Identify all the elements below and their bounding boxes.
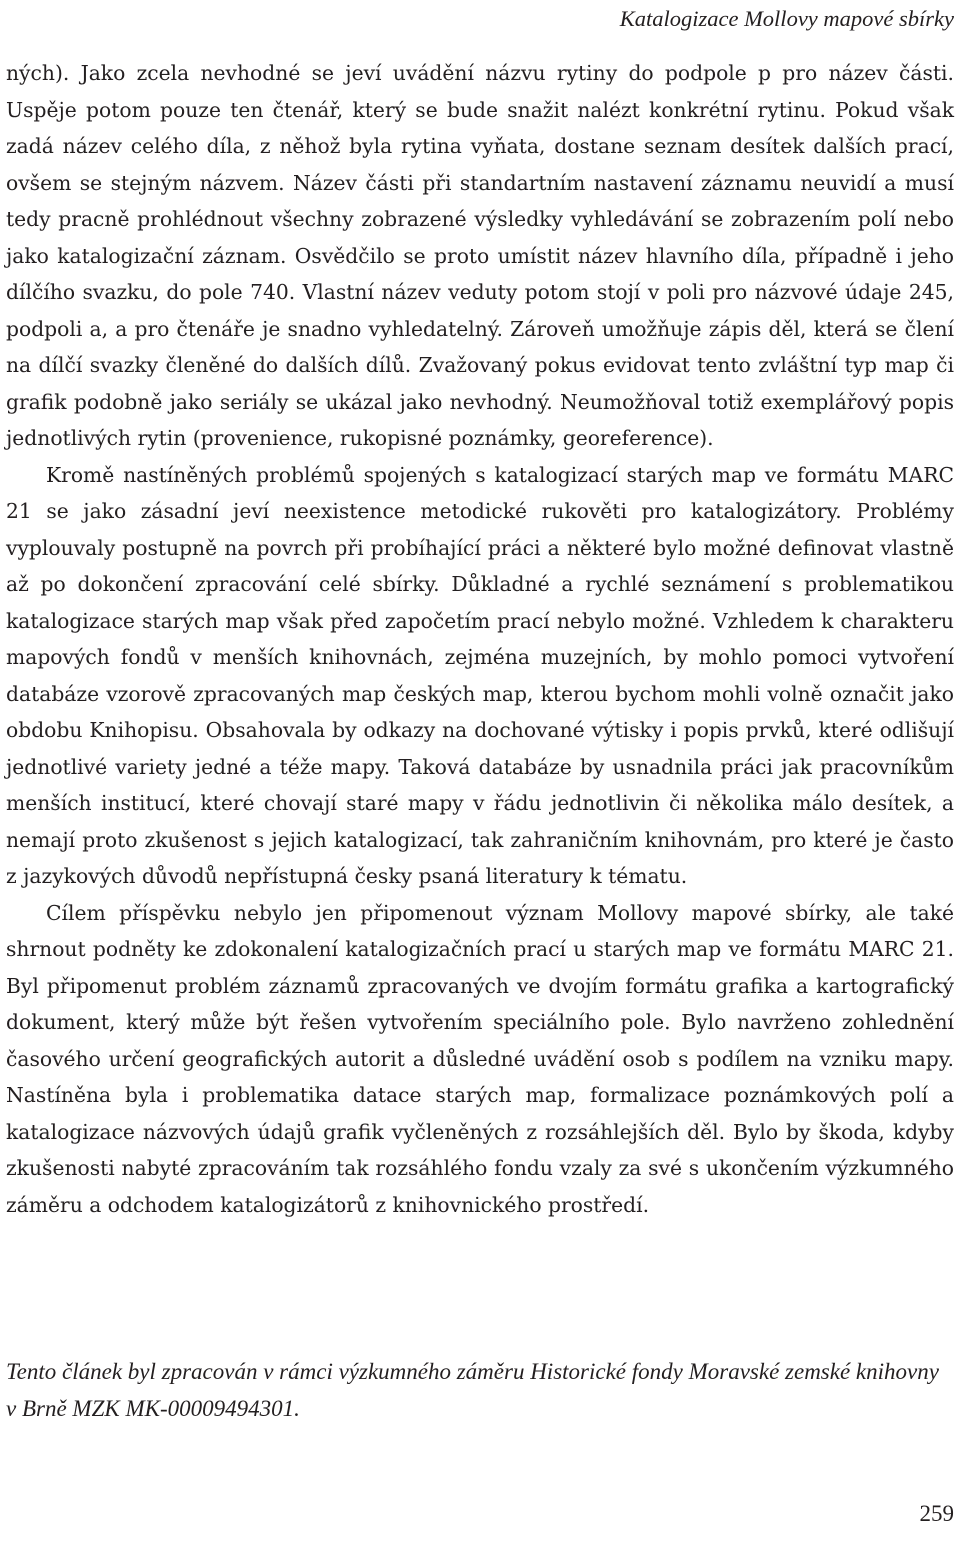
article-body [6, 55, 954, 1223]
paragraph: Kromě nastíněných problémů spojených s katalogizací starých map ve formátu MARC 21 se jako zásadní jeví neexistence metodické rukověti pro katalogizátory. Problémy vyplouvaly postupně na povrch při probíhající práci a některé bylo možné definovat vlastně až po dokončení zpracování celé sbírky. Důkladné a rychlé seznámení s problematikou katalogizace starých map však před započetím prací nebylo možné. Vzhledem k charakteru mapových fondů v menších knihovnách, zejména muzejních, by mohlo pomoci vytvoření databáze vzorově zpracovaných map českých map, kterou bychom mohli volně označit jako obdobu Knihopisu. Obsahovala by odkazy na dochované výtisky i popis prvků, které odlišují jednotlivé variety jedné a téže mapy. Taková databáze by usnadnila práci jak pracovníkům menších institucí, které chovají staré mapy v řádu jednotlivin či několika málo desítek, a nemají proto zkušenost s jejich katalogizací, tak zahraničním knihovnám, pro které je často z jazykových důvodů nepřístupná česky psaná literatury k tématu. [6, 462, 954, 888]
acknowledgement-note: Tento článek byl zpracován v rámci výzkumného záměru Historické fondy Moravské zemské knihovny v Brně MZK MK-00009494301. [6, 1359, 939, 1421]
page-number: 259 [919, 1501, 954, 1526]
paragraph-continued: ných). Jako zcela nevhodné se jeví uvádění názvu rytiny do podpole p pro název části. Uspěje potom pouze ten čtenář, který se bude snažit nalézt konkrétní rytinu. Pokud však zadá název celého díla, z něhož byla rytina vyňata, dostane seznam desítek dalších prací, ovšem se stejným názvem. Název části při standartním nastavení záznamu neuvidí a musí tedy pracně prohlédnout všechny zobrazené výsledky vyhledávání se zobrazením polí nebo jako katalogizační záznam. Osvědčilo se proto umístit název hlavního díla, případně i jeho dílčího svazku, do pole 740. Vlastní název veduty potom stojí v poli pro názvové údaje 245, podpoli a, a pro čtenáře je snadno vyhledatelný. Zároveň umožňuje zápis děl, která se člení na dílčí svazky členěné do dalších dílů. Zvažovaný pokus evidovat tento zvláštní typ map či grafik podobně jako seriály se ukázal jako nevhodný. Neumožňoval totiž exemplářový popis jednotlivých rytin (provenience, rukopisné poznámky, georeference). [6, 61, 954, 450]
running-header: Katalogizace Mollovy mapové sbírky [619, 6, 954, 31]
paragraph-conclusion: Cílem příspěvku nebylo jen připomenout význam Mollovy mapové sbírky, ale také shrnout podněty ke zdokonalení katalogizačních prací u starých map ve formátu MARC 21. Byl připomenut problém záznamů zpracovaných ve dvojím formátu grafika a kartografický dokument, který může být řešen vytvořením speciálního pole. Bylo navrženo zohlednění časového určení geografických autorit a důsledné uvádění osob s podílem na vzniku mapy. Nastíněna byla i problematika datace starých map, formalizace poznámkových polí a katalogizace názvových údajů grafik vyčleněných z rozsáhlejších děl. Bylo by škoda, kdyby zkušenosti nabyté zpracováním tak rozsáhlého fondu vzaly za své s ukončením výzkumného záměru a odchodem katalogizátorů z knihovnického prostředí. [6, 900, 954, 1217]
